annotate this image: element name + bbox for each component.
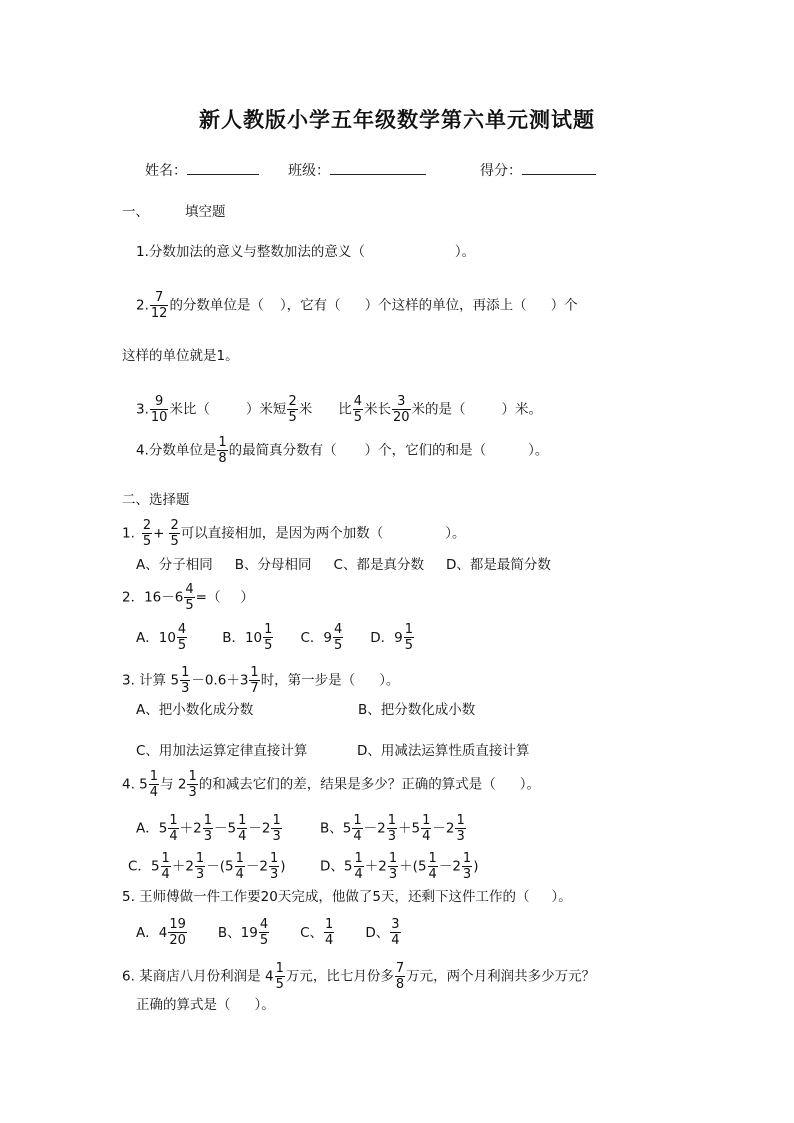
s2-q6-continued: 正确的算式是（ ）。 bbox=[136, 997, 275, 1013]
s1-q3: 3. $\frac{9}{10}$ 米比（ ）米短 $\frac{2}{5}$ 米 比 $\frac{4}{5}$ 米长 $\frac{3}{20}$ 米的是（ ）米。 bbox=[136, 394, 543, 425]
class-field: 班级： bbox=[288, 160, 426, 180]
s2-q3-option-c[interactable]: C、用加法运算定律直接计算 bbox=[136, 743, 308, 759]
s1-q2: 2. $\frac{7}{12}$ 的分数单位是（ ），它有（ ）个这样的单位，再添上（ ）个 bbox=[136, 290, 578, 321]
section-2-heading: 二、选择题 bbox=[122, 492, 190, 508]
s2-q4: 4. 5 $\frac{1}{4}$ 与 2 $\frac{1}{3}$ 的和减去它们的差，结果是多少？正确的算式是（ ）。 bbox=[122, 769, 540, 800]
s2-q1: 1. $\frac{2}{5}$ + $\frac{2}{5}$ 可以直接相加，是因为两个加数（ ）。 bbox=[122, 518, 466, 549]
name-field: 姓名： bbox=[145, 160, 259, 180]
s2-q5-options: A．4 $\frac{19}{20}$ B、19 $\frac{4}{5}$ C、 $\frac{1}{4}$ D、 $\frac{3}{4}$ bbox=[136, 917, 400, 948]
s1-q1: 1.分数加法的意义与整数加法的意义（ ）。 bbox=[136, 244, 476, 260]
s1-q2-continued: 这样的单位就是1。 bbox=[122, 348, 239, 364]
s2-q3-option-d[interactable]: D、用减法运算性质直接计算 bbox=[357, 743, 530, 759]
name-blank[interactable] bbox=[187, 160, 259, 175]
s2-q3-option-a[interactable]: A、把小数化成分数 bbox=[136, 702, 254, 718]
s2-q4-option-a[interactable]: A．5 $\frac{1}{4}$ ＋2 $\frac{1}{3}$ －5 $\frac{1}{4}$ －2 $\frac{1}{3}$ bbox=[136, 813, 281, 844]
s2-q1-options: A、分子相同 B、分母相同 C、都是真分数 D、都是最简分数 bbox=[136, 557, 551, 573]
s2-q2-options: A．10 $\frac{4}{5}$ B．10 $\frac{1}{5}$ C．9 $\frac{4}{5}$ D．9 $\frac{1}{5}$ bbox=[136, 622, 413, 653]
s2-q4-option-c[interactable]: C．5 $\frac{1}{4}$ ＋2 $\frac{1}{3}$ －(5 $\frac{1}{4}$ －2 $\frac{1}{3}$ ) bbox=[128, 851, 286, 882]
s2-q4-option-b[interactable]: B、5 $\frac{1}{4}$ －2 $\frac{1}{3}$ ＋5 $\frac{1}{4}$ －2 $\frac{1}{3}$ bbox=[320, 813, 465, 844]
s2-q4-option-d[interactable]: D、5 $\frac{1}{4}$ ＋2 $\frac{1}{3}$ ＋(5 $\frac{1}{4}$ －2 $\frac{1}{3}$ ) bbox=[320, 851, 479, 882]
score-field: 得分： bbox=[480, 160, 596, 180]
s1-q4: 4.分数单位是 $\frac{1}{8}$ 的最简真分数有（ ）个，它们的和是（ ）。 bbox=[136, 435, 549, 466]
s2-q3-option-b[interactable]: B、把分数化成小数 bbox=[358, 702, 476, 718]
score-blank[interactable] bbox=[522, 160, 596, 175]
section-1-heading: 一、 填空题 bbox=[122, 204, 226, 220]
s2-q6: 6. 某商店八月份利润是 4 $\frac{1}{5}$ 万元，比七月份多 $\frac{7}{8}$ 万元，两个月利润共多少万元？ bbox=[122, 961, 596, 992]
s2-q2: 2．16－6 $\frac{4}{5}$ =（ ） bbox=[122, 582, 254, 613]
page-title: 新人教版小学五年级数学第六单元测试题 bbox=[199, 107, 595, 132]
fraction: $\frac{7}{12}$ bbox=[150, 290, 168, 321]
s2-q5: 5. 王师傅做一件工作要20天完成，他做了5天，还剩下这件工作的（ ）。 bbox=[122, 889, 572, 905]
class-blank[interactable] bbox=[330, 160, 426, 175]
s2-q3: 3. 计算 5 $\frac{1}{3}$ －0.6＋3 $\frac{1}{7}$ 时，第一步是（ ）。 bbox=[122, 665, 400, 696]
